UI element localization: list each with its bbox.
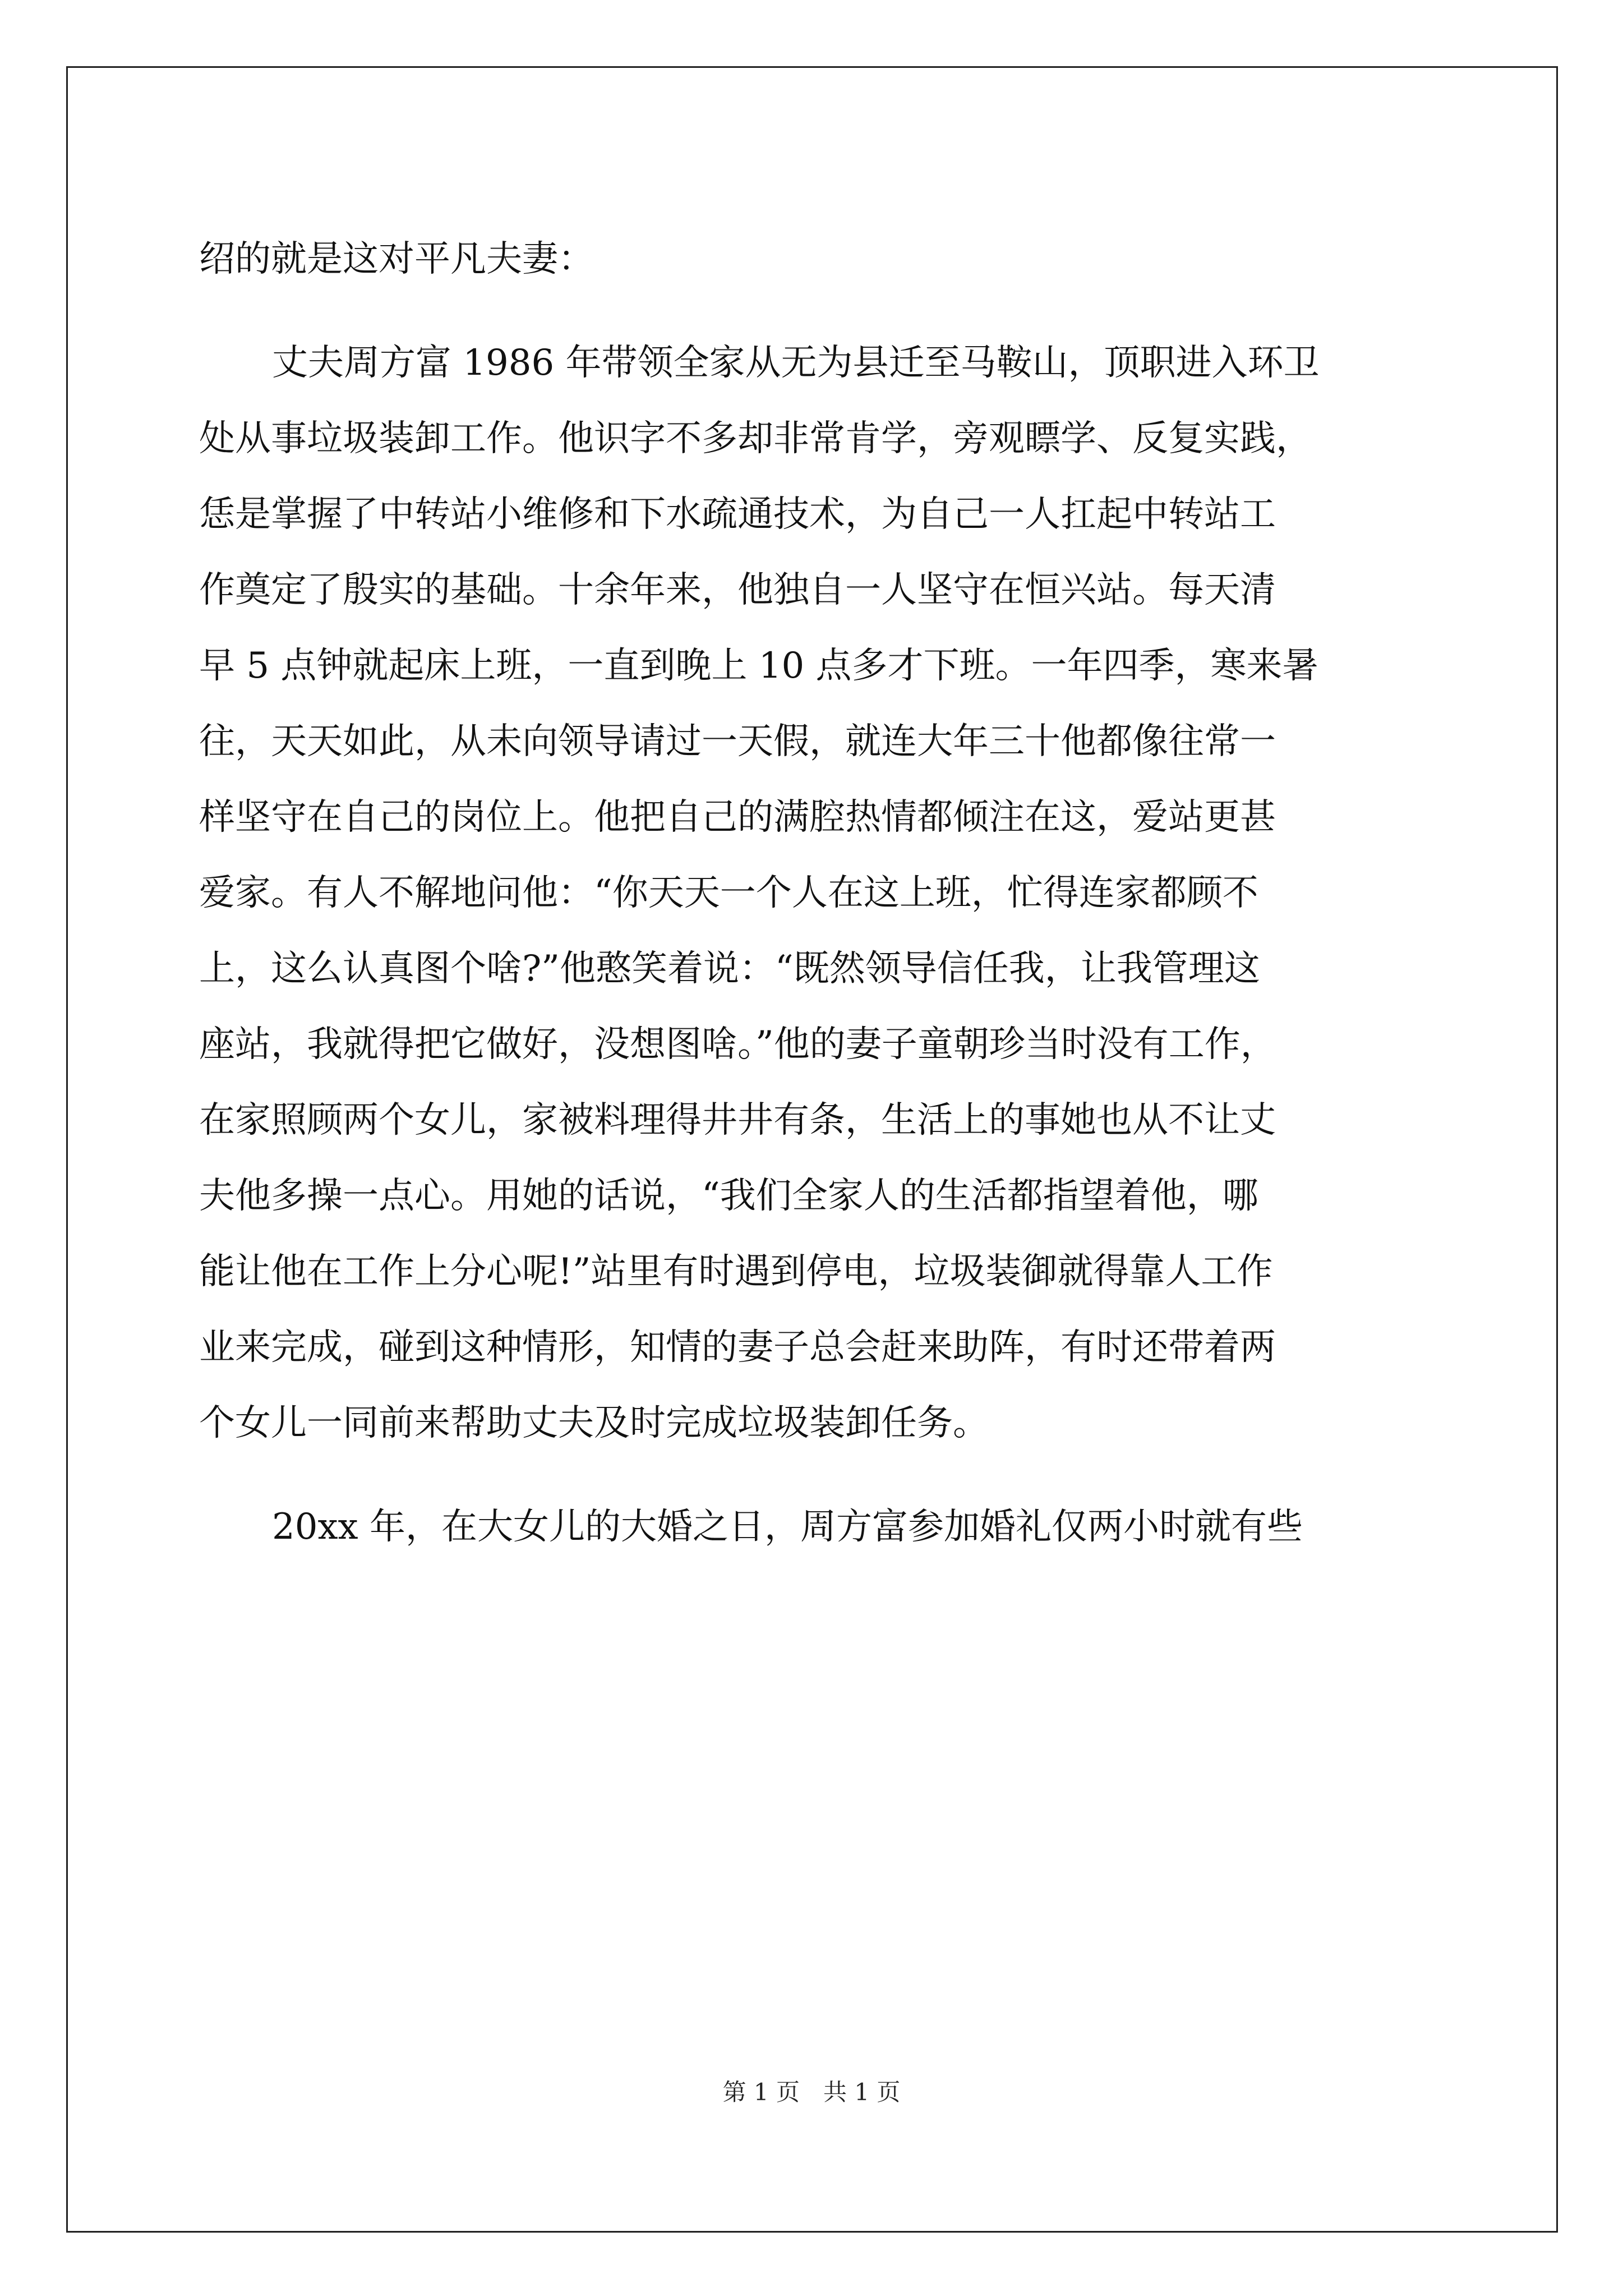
page-footer <box>0 2076 1623 2109</box>
paragraph-line: 上，这么认真图个啥?”他憨笑着说：“既然领导信任我，让我管理这 <box>199 948 1260 990</box>
paragraph-line: 夫他多操一点心。用她的话说，“我们全家人的生活都指望着他，哪 <box>199 1175 1258 1217</box>
document-body <box>199 222 1433 1565</box>
paragraph-line: 样坚守在自己的岗位上。他把自己的满腔热情都倾注在这，爱站更甚 <box>199 797 1276 838</box>
paragraph-line: 丈夫周方富 1986 年带领全家从无为县迁至马鞍山，顶职进入环卫 <box>272 342 1320 384</box>
paragraph-line: 20xx 年，在大女儿的大婚之日，周方富参加婚礼仅两小时就有些 <box>272 1506 1303 1548</box>
paragraph-line: 处从事垃圾装卸工作。他识字不多却非常肯学，旁观瞟学、反复实践， <box>199 418 1312 459</box>
paragraph-line: 恁是掌握了中转站小维修和下水疏通技术，为自己一人扛起中转站工 <box>199 494 1276 535</box>
paragraph-line: 往，天天如此，从未向领导请过一天假，就连大年三十他都像往常一 <box>199 721 1276 762</box>
page-number: 第 1 页 共 1 页 <box>722 2078 901 2106</box>
paragraph-line: 爱家。有人不解地问他：“你天天一个人在这上班，忙得连家都顾不 <box>199 872 1258 914</box>
paragraph-line: 座站，我就得把它做好，没想图啥。”他的妻子童朝珍当时没有工作， <box>199 1024 1276 1065</box>
paragraph-line: 绍的就是这对平凡夫妻： <box>199 238 594 280</box>
paragraph-line: 业来完成，碰到这种情形，知情的妻子总会赶来助阵，有时还带着两 <box>199 1327 1276 1368</box>
paragraph-line: 作奠定了殷实的基础。十余年来，他独自一人坚守在恒兴站。每天清 <box>199 569 1276 611</box>
paragraph-line: 能让他在工作上分心呢!”站里有时遇到停电，垃圾装御就得靠人工作 <box>199 1251 1273 1292</box>
paragraph-line: 个女儿一同前来帮助丈夫及时完成垃圾装卸任务。 <box>199 1402 989 1444</box>
paragraph-line: 在家照顾两个女儿，家被料理得井井有条，生活上的事她也从不让丈 <box>199 1099 1276 1141</box>
paragraph-line: 早 5 点钟就起床上班，一直到晚上 10 点多才下班。一年四季，寒来暑 <box>199 645 1318 687</box>
